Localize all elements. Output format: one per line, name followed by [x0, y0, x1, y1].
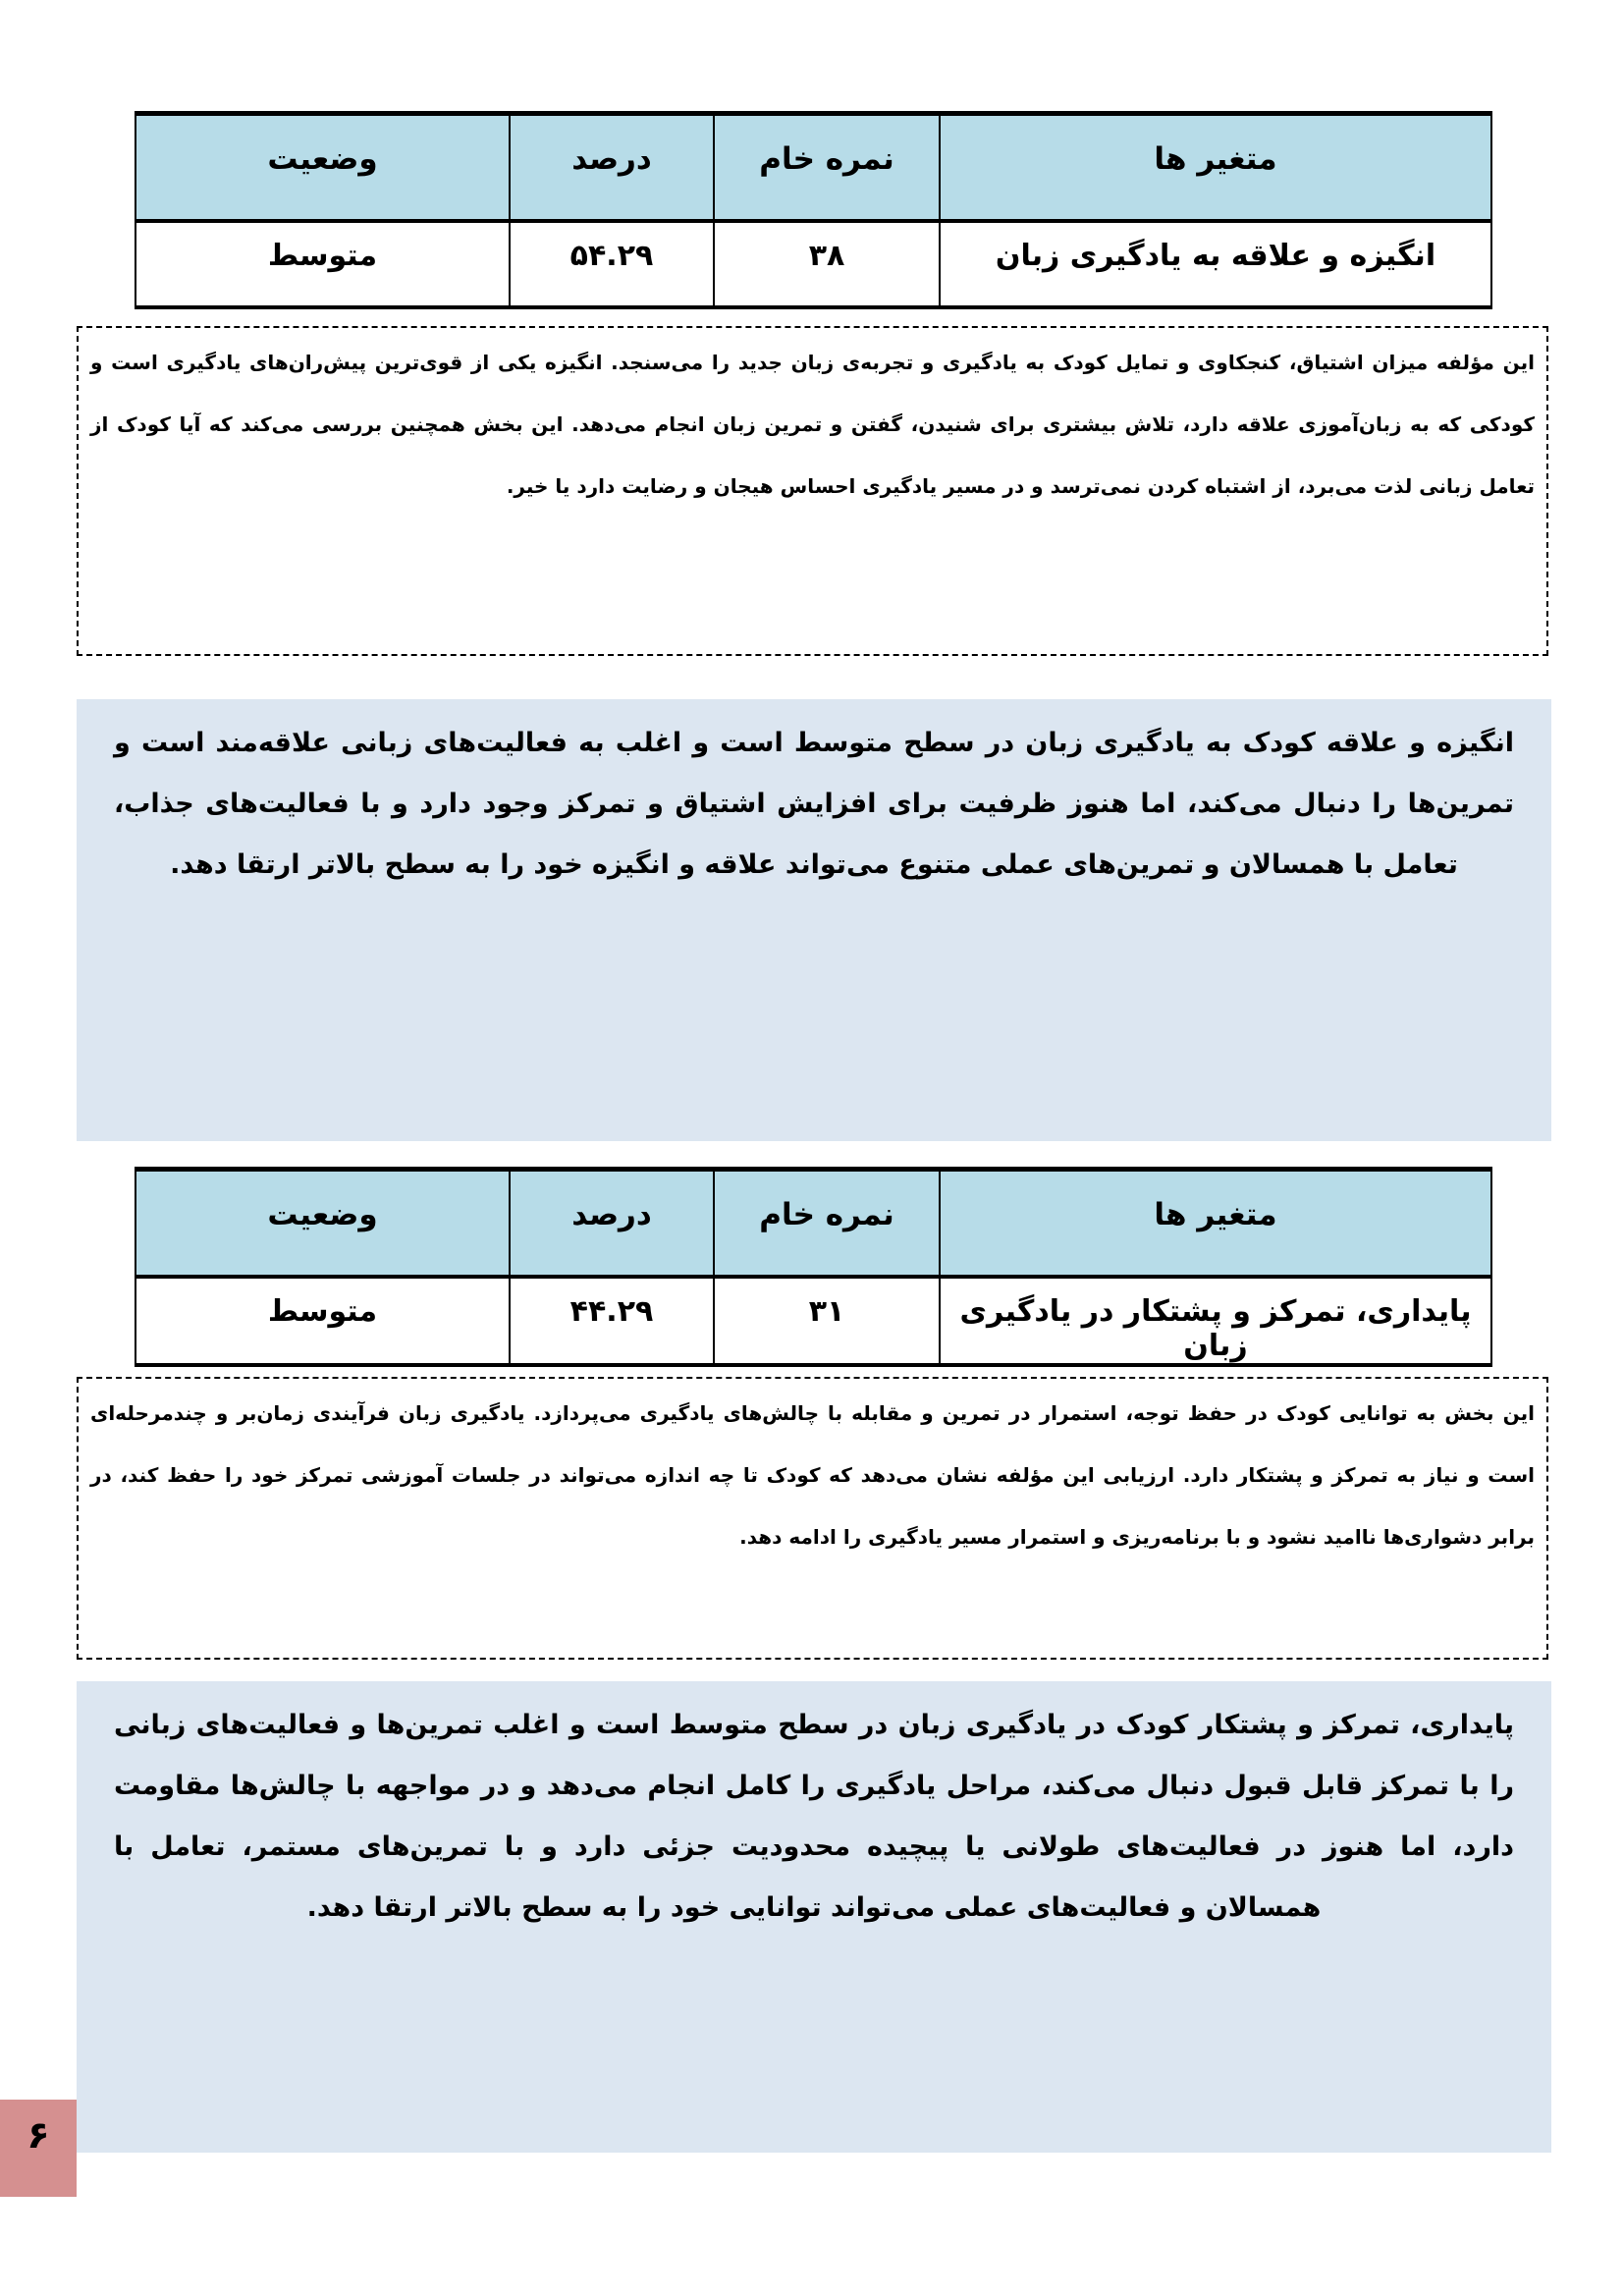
header-raw-score: نمره خام — [714, 114, 940, 221]
description-box-motivation — [77, 326, 1548, 656]
result-text: پایداری، تمرکز و پشتکار کودک در یادگیری زبان در سطح متوسط است و اغلب تمرین‌ها و فعالیت‌های زبانی را با تمرکز قابل قبول دنبال می‌کند، مراحل یادگیری را کامل انجام می‌دهد و در مواجهه با چالش‌ها مقاومت دارد، اما هنوز در فعالیت‌های طولانی یا پیچیده محدودیت جزئی دارد و با تمرین‌های مستمر، تعامل با همسالان و فعالیت‌های عملی می‌تواند توانایی خود را به سطح بالاتر ارتقا دهد. — [114, 1710, 1514, 1923]
header-status: وضعیت — [135, 114, 510, 221]
result-box-persistence — [77, 1681, 1551, 2153]
table-row — [135, 221, 1491, 307]
score-table-persistence — [135, 1167, 1492, 1367]
table-row — [135, 1277, 1491, 1365]
cell-percent: ۴۴.۲۹ — [510, 1277, 714, 1365]
score-table-motivation — [135, 111, 1492, 309]
table-header-row — [135, 114, 1491, 221]
cell-raw-score: ۳۱ — [714, 1277, 940, 1365]
cell-variable: پایداری، تمرکز و پشتکار در یادگیری زبان — [940, 1277, 1491, 1365]
page-number-badge — [0, 2100, 77, 2197]
header-percent: درصد — [510, 1170, 714, 1277]
header-status: وضعیت — [135, 1170, 510, 1277]
result-text: انگیزه و علاقه کودک به یادگیری زبان در سطح متوسط است و اغلب به فعالیت‌های زبانی علاقه‌مند است و تمرین‌ها را دنبال می‌کند، اما هنوز ظرفیت برای افزایش اشتیاق و تمرکز وجود دارد و با فعالیت‌های جذاب، تعامل با همسالان و تمرین‌های عملی متنوع می‌تواند علاقه و انگیزه خود را به سطح بالاتر ارتقا دهد. — [114, 728, 1514, 880]
header-variables: متغیر ها — [940, 114, 1491, 221]
table-header-row — [135, 1170, 1491, 1277]
cell-variable: انگیزه و علاقه به یادگیری زبان — [940, 221, 1491, 307]
description-text: این بخش به توانایی کودک در حفظ توجه، استمرار در تمرین و مقابله با چالش‌های یادگیری می‌پردازد. یادگیری زبان فرآیندی زمان‌بر و چندمرحله‌ای است و نیاز به تمرکز و پشتکار دارد. ارزیابی این مؤلفه نشان می‌دهد که کودک تا چه اندازه می‌تواند در جلسات آموزشی تمرکز خود را حفظ کند، در برابر دشواری‌ها ناامید نشود و با برنامه‌ریزی و استمرار مسیر یادگیری را ادامه دهد. — [90, 1401, 1535, 1549]
result-box-motivation — [77, 699, 1551, 1141]
header-percent: درصد — [510, 114, 714, 221]
description-text: این مؤلفه میزان اشتیاق، کنجکاوی و تمایل کودک به یادگیری و تجربه‌ی زبان جدید را می‌سنجد. انگیزه یکی از قوی‌ترین پیش‌ران‌های یادگیری است و کودکی که به زبان‌آموزی علاقه دارد، تلاش بیشتری برای شنیدن، گفتن و تمرین زبان انجام می‌دهد. این بخش همچنین بررسی می‌کند که آیا کودک از تعامل زبانی لذت می‌برد، از اشتباه کردن نمی‌ترسد و در مسیر یادگیری احساس هیجان و رضایت دارد یا خیر. — [90, 351, 1535, 498]
cell-status: متوسط — [135, 1277, 510, 1365]
cell-raw-score: ۳۸ — [714, 221, 940, 307]
header-variables: متغیر ها — [940, 1170, 1491, 1277]
description-box-persistence — [77, 1377, 1548, 1660]
cell-status: متوسط — [135, 221, 510, 307]
cell-percent: ۵۴.۲۹ — [510, 221, 714, 307]
header-raw-score: نمره خام — [714, 1170, 940, 1277]
page-number-text: ۶ — [27, 2113, 50, 2157]
